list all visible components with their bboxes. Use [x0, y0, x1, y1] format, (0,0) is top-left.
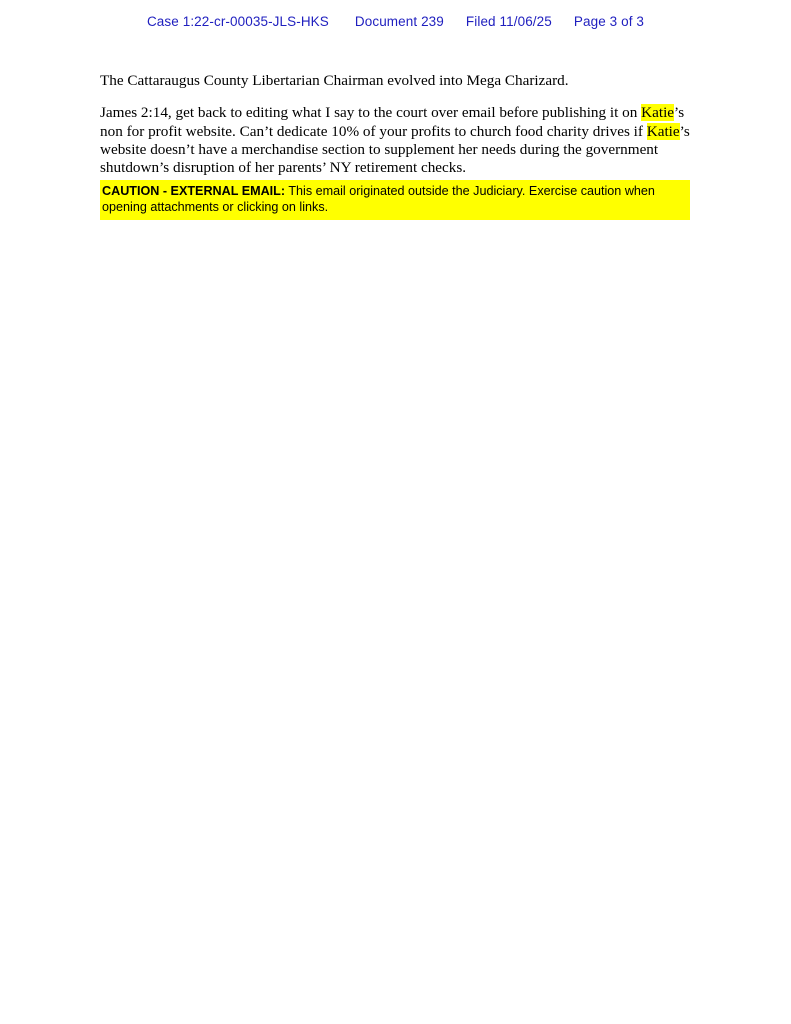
paragraph-1: The Cattaraugus County Libertarian Chairman evolved into Mega Charizard.: [100, 72, 569, 89]
paragraph-2-segment-1: James 2:14, get back to editing what I say to the court over email before publishing it on: [100, 104, 642, 122]
ecf-header-stamp: [0, 14, 791, 29]
header-filed-date: Filed 11/06/25: [465, 14, 552, 29]
document-body: [100, 72, 696, 177]
highlighted-name-1: Katie: [641, 104, 675, 122]
header-case-number: Case 1:22-cr-00035-JLS-HKS: [146, 14, 329, 29]
caution-text: This email originated outside the Judiciary. Exercise caution when opening attachments or clicking on links.: [102, 184, 655, 215]
paragraph-2-segment-3: ’s website doesn’t have a merchandise section to supplement her needs during the government shutdown’s disruption of her parents’ NY retirement checks.: [100, 122, 690, 177]
external-email-caution-banner: [100, 180, 690, 220]
paragraph-2-segment-2: ’s non for profit website. Can’t dedicate 10% of your profits to church food charity drives if: [100, 104, 685, 140]
header-document-number: Document 239: [354, 14, 444, 29]
paragraph-2: [100, 104, 696, 177]
highlighted-name-2: Katie: [646, 122, 680, 140]
caution-label: CAUTION - EXTERNAL EMAIL:: [102, 184, 286, 198]
header-page-number: Page 3 of 3: [573, 14, 645, 29]
